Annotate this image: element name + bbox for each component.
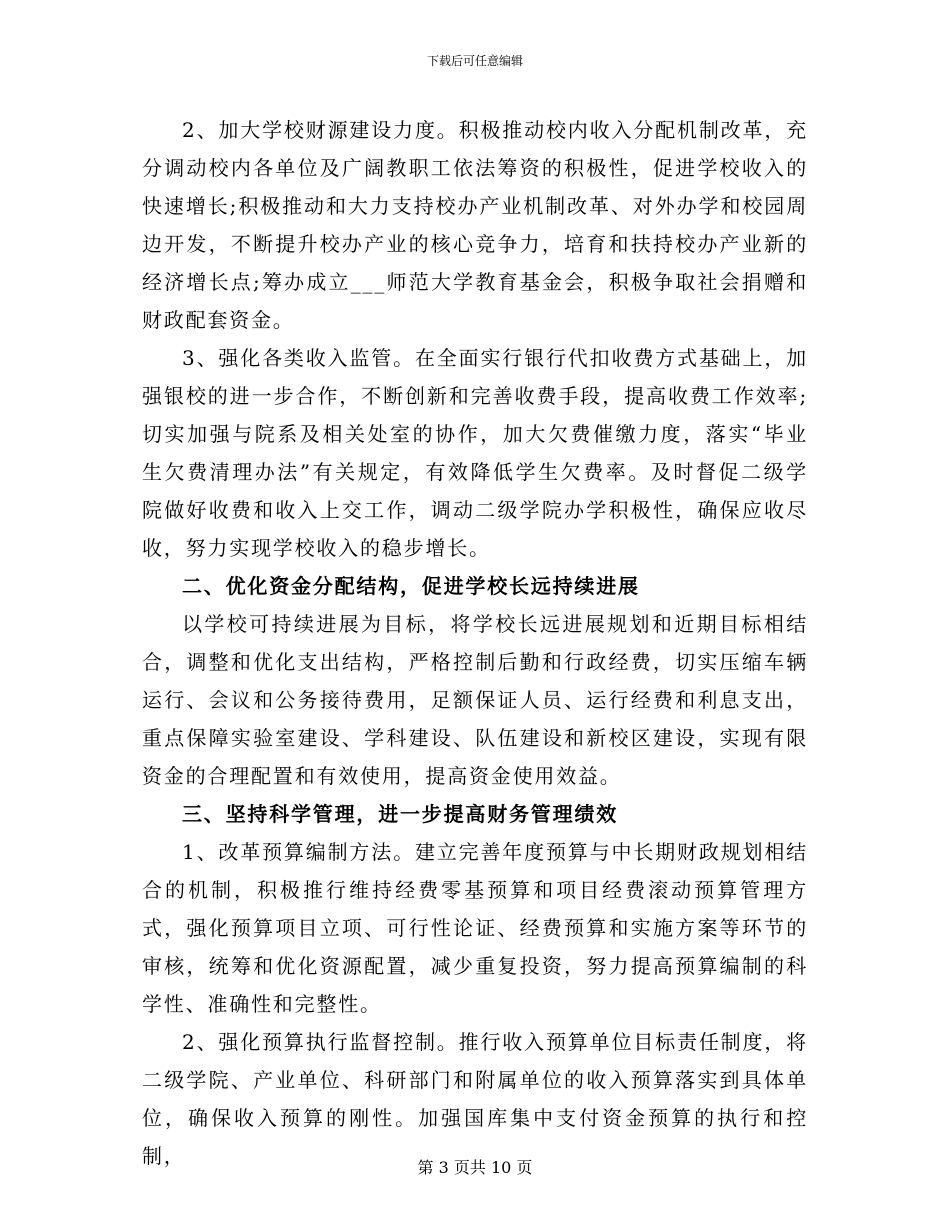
document-body: [142, 111, 808, 1175]
section-heading-fund-allocation: 二、优化资金分配结构，促进学校长远持续进展: [182, 574, 640, 598]
paragraph-finance-source: 2、加大学校财源建设力度。积极推动校内收入分配机制改革，充分调动校内各单位及广阔教职工依法筹资的积极性，促进学校收入的快速增长;积极推动和大力支持校办产业机制改革、对外办学和校园周边开发，不断提升校办产业的核心竞争力，培育和扶持校办产业新的经济增长点;筹办成立___师范大学教育基金会，积极争取社会捐赠和财政配套资金。: [142, 118, 808, 332]
paragraph-budget-execution: 2、强化预算执行监督控制。推行收入预算单位目标责任制度，将二级学院、产业单位、科研部门和附属单位的收入预算落实到具体单位，确保收入预算的刚性。加强国库集中支付资金预算的执行和控制，: [142, 1030, 808, 1168]
page-header: 下载后可任意编辑: [426, 54, 523, 68]
section-heading-scientific-management: 三、坚持科学管理，进一步提高财务管理绩效: [182, 802, 618, 826]
page-footer: 第 3 页共 10 页: [417, 1158, 533, 1177]
paragraph-budget-method: 1、改革预算编制方法。建立完善年度预算与中长期财政规划相结合的机制，积极推行维持经费零基预算和项目经费滚动预算管理方式，强化预算项目立项、可行性论证、经费预算和实施方案等环节的审核，统筹和优化资源配置，减少重复投资，努力提高预算编制的科学性、准确性和完整性。: [142, 840, 808, 1016]
paragraph-income-supervision: 3、强化各类收入监管。在全面实行银行代扣收费方式基础上，加强银校的进一步合作，不断创新和完善收费手段，提高收费工作效率;切实加强与院系及相关处室的协作，加大欠费催缴力度，落实“毕业生欠费清理办法”有关规定，有效降低学生欠费率。及时督促二级学院做好收费和收入上交工作，调动二级学院办学积极性，确保应收尽收，努力实现学校收入的稳步增长。: [142, 346, 808, 560]
paragraph-fund-allocation: 以学校可持续进展为目标，将学校长远进展规划和近期目标相结合，调整和优化支出结构，严格控制后勤和行政经费，切实压缩车辆运行、会议和公务接待费用，足额保证人员、运行经费和利息支出，重点保障实验室建设、学科建设、队伍建设和新校区建设，实现有限资金的合理配置和有效使用，提高资金使用效益。: [142, 612, 808, 788]
